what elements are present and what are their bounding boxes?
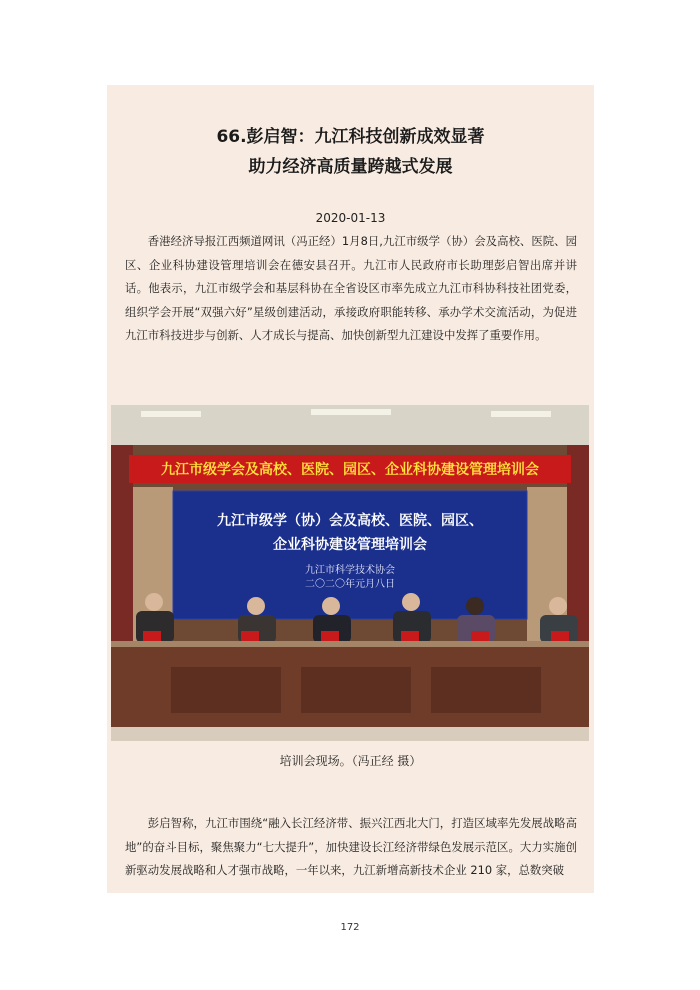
meeting-photo — [111, 405, 589, 741]
page-number: 172 — [340, 922, 360, 933]
article-date: 2020-01-13 — [315, 211, 386, 225]
screen-line4: 二〇二〇年元月八日 — [305, 579, 395, 590]
screen-line3: 九江市科学技术协会 — [305, 565, 395, 576]
article-paragraph-1: 香港经济导报江西频道网讯（冯正经）1月8日,九江市级学（协）会及高校、医院、园区、企业科协建设管理培训会在德安县召开。九江市人民政府市长助理彭启智出席并讲话。他表示，九江市级学会和基层科协在全省设区市率先成立九江市科协科技社团党委，组织学会开展“双强六好”星级创建活动，承接政府职能转移、承办学术交流活动，为促进九江市科技进步与创新、人才成长与提高、加快创新型九江建设中发挥了重要作用。 — [125, 234, 577, 342]
photo-caption: 培训会现场。（冯正经 摄） — [279, 754, 422, 768]
document-panel — [107, 85, 594, 893]
screen-line1: 九江市级学（协）会及高校、医院、园区、 — [217, 513, 483, 529]
article-title-line1: 66.彭启智：九江科技创新成效显著 — [216, 127, 485, 147]
banner-text: 九江市级学会及高校、医院、园区、企业科协建设管理培训会 — [161, 462, 539, 478]
screen-line2: 企业科协建设管理培训会 — [273, 537, 427, 553]
article-title-line2: 助力经济高质量跨越式发展 — [248, 157, 453, 177]
article-paragraph-2: 彭启智称，九江市围绕“融入长江经济带、振兴江西北大门，打造区域率先发展战略高地”的奋斗目标，聚焦聚力“七大提升”，加快建设长江经济带绿色发展示范区。大力实施创新驱动发展战略和人才强市战略，一年以来，九江新增高新技术企业 210 家，总数突破 — [125, 816, 577, 877]
